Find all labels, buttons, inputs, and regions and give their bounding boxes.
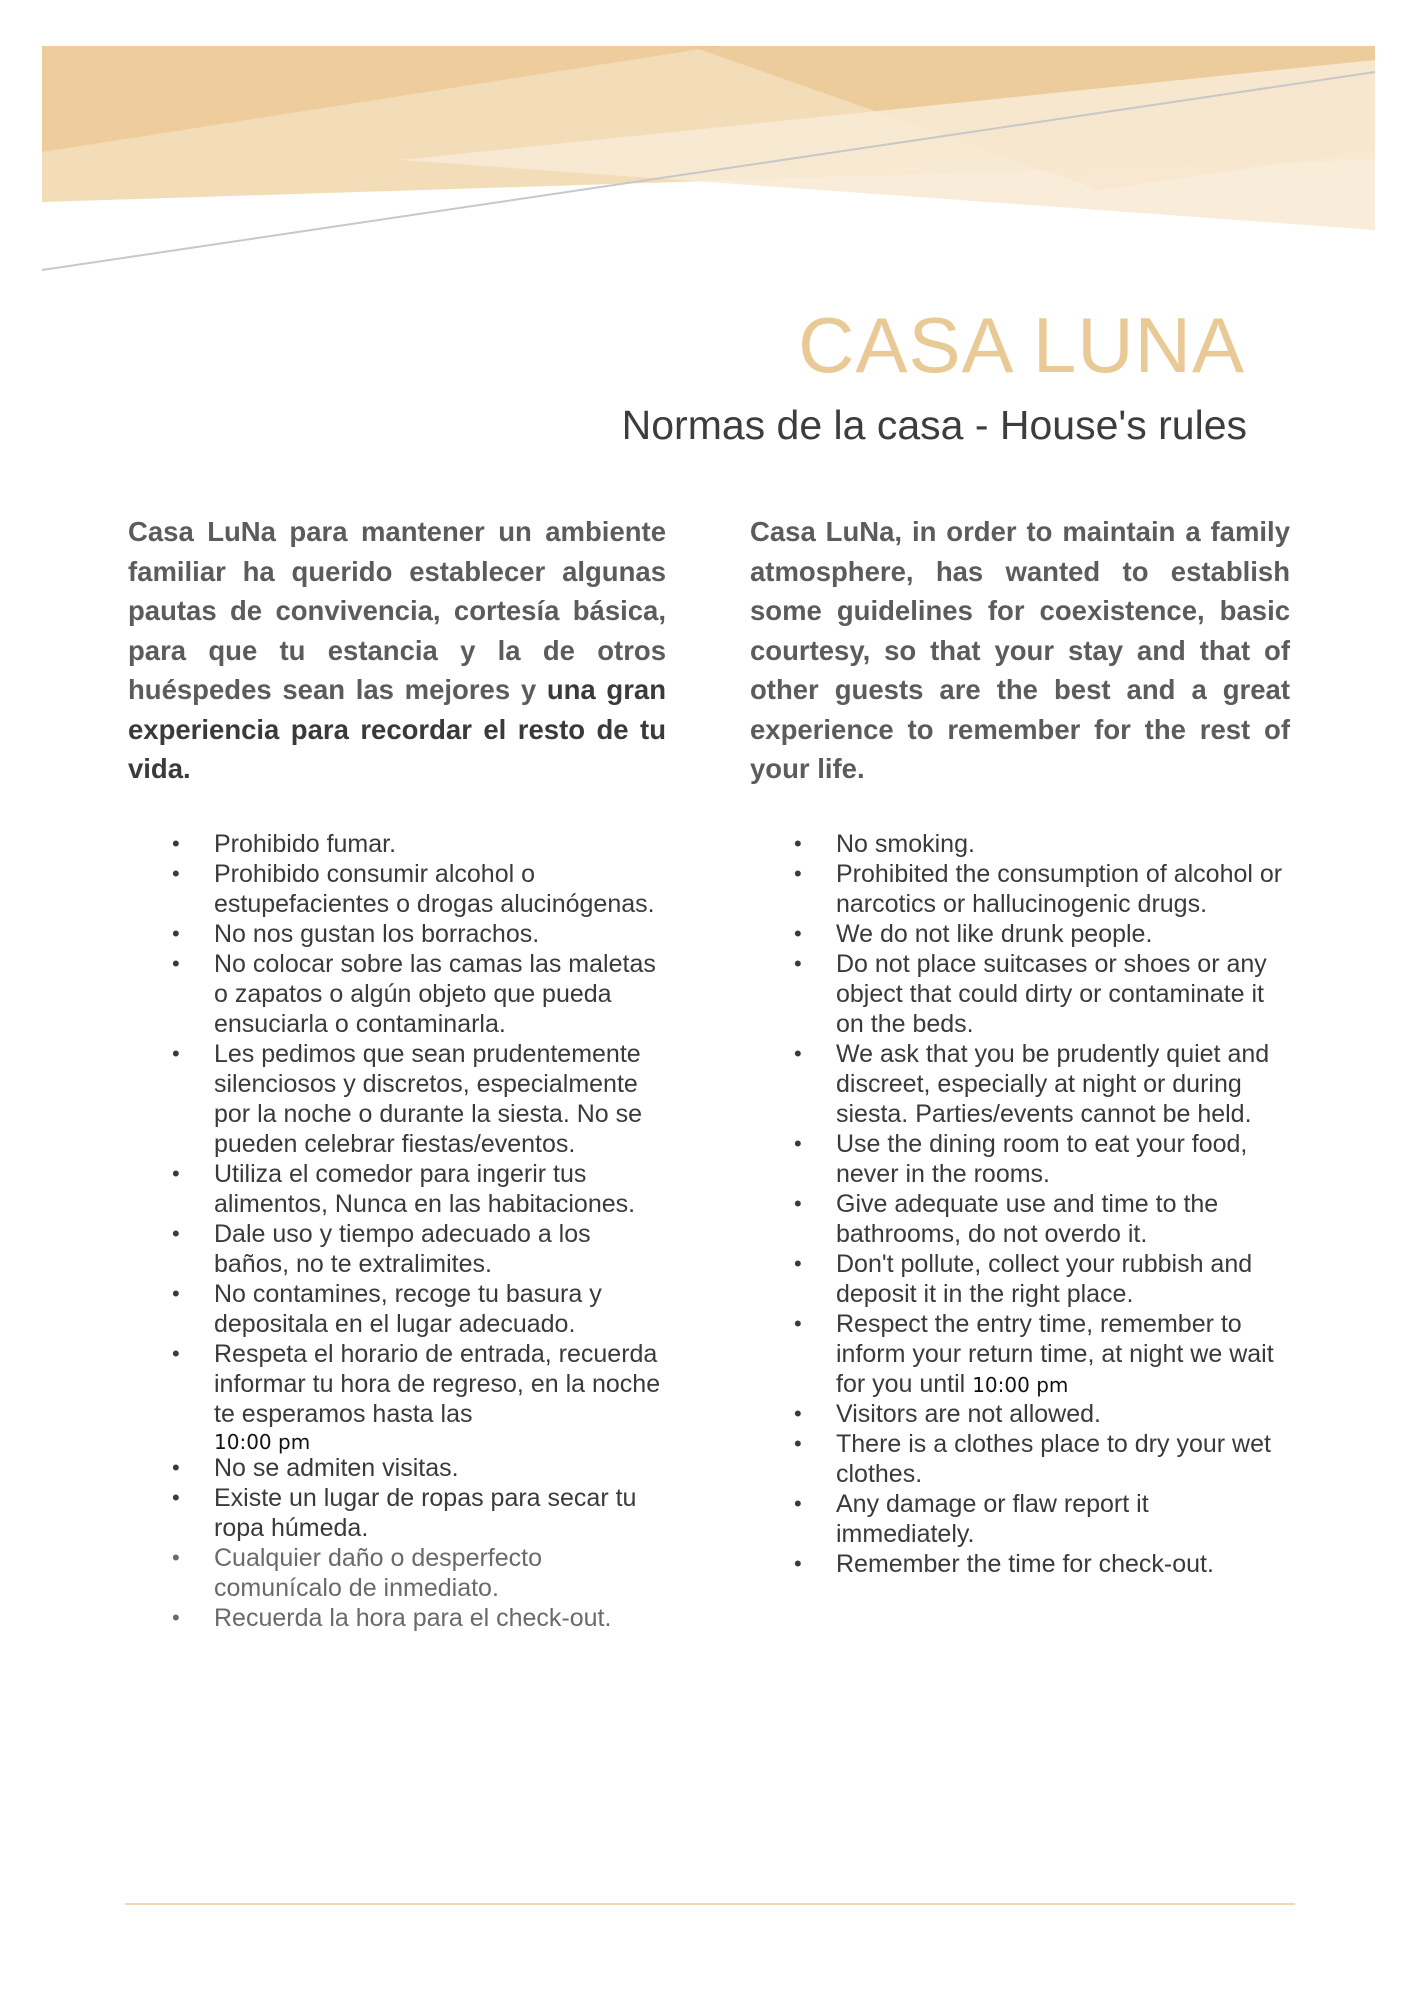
english-intro: Casa LuNa, in order to maintain a family atmosphere, has wanted to establish some guidelines for coexistence, basic courtesy, so that your stay and that of other guests are the best and a great experience to remember for the rest of your life.: [750, 516, 1290, 784]
list-item: • No smoking.: [750, 829, 1290, 859]
english-rules-list: [750, 829, 1290, 1579]
spanish-column: [128, 512, 666, 1633]
english-column: [750, 512, 1290, 1579]
list-item: • Prohibido fumar.: [128, 829, 666, 859]
list-item: • Recuerda la hora para el check-out.: [128, 1603, 666, 1633]
list-item: • Cualquier daño o desperfecto comunícalo de inmediato.: [128, 1543, 666, 1603]
english-return-time: 10:00 pm: [972, 1372, 1069, 1397]
page-subtitle: Normas de la casa - House's rules: [621, 402, 1247, 448]
list-item: • Utiliza el comedor para ingerir tus alimentos, Nunca en las habitaciones.: [128, 1159, 666, 1219]
list-item: • Remember the time for check-out.: [750, 1549, 1290, 1579]
spanish-intro-part1: Casa LuNa para mantener un ambiente familiar ha querido establecer algunas pautas de convivencia, cortesía básica, para que tu estancia y la de otros huéspedes sean las mejores y: [128, 516, 666, 705]
spanish-entry-time-text: Respeta el horario de entrada, recuerda informar tu hora de regreso, en la noche te esperamos hasta las: [214, 1339, 661, 1428]
list-item: • Prohibited the consumption of alcohol or narcotics or hallucinogenic drugs.: [750, 859, 1290, 919]
footer-divider: [125, 1903, 1295, 1905]
list-item: • Any damage or flaw report it immediately.: [750, 1489, 1290, 1549]
list-item: • Existe un lugar de ropas para secar tu ropa húmeda.: [128, 1483, 666, 1543]
list-item: • Give adequate use and time to the bathrooms, do not overdo it.: [750, 1189, 1290, 1249]
english-entry-time-text: Respect the entry time, remember to inform your return time, at night we wait for you until: [836, 1309, 1274, 1398]
list-item: • Use the dining room to eat your food, never in the rooms.: [750, 1129, 1290, 1189]
spanish-intro-part2: una gran experiencia para recordar el resto de tu vida.: [128, 674, 667, 784]
list-item: • No contamines, recoge tu basura y depositala en el lugar adecuado.: [128, 1279, 666, 1339]
list-item: • Visitors are not allowed.: [750, 1399, 1290, 1429]
list-item: • Prohibido consumir alcohol o estupefacientes o drogas alucinógenas.: [128, 859, 666, 919]
list-item: • We ask that you be prudently quiet and discreet, especially at night or during siesta. Parties/events cannot be held.: [750, 1039, 1290, 1129]
list-item: [128, 1339, 666, 1453]
list-item: • No nos gustan los borrachos.: [128, 919, 666, 949]
list-item: • No colocar sobre las camas las maletas o zapatos o algún objeto que pueda ensuciarla o contaminarla.: [128, 949, 666, 1039]
list-item: • We do not like drunk people.: [750, 919, 1290, 949]
list-item: • Do not place suitcases or shoes or any object that could dirty or contaminate it on the beds.: [750, 949, 1290, 1039]
list-item: [750, 1309, 1290, 1399]
list-item: • Dale uso y tiempo adecuado a los baños, no te extralimites.: [128, 1219, 666, 1279]
spanish-intro: [128, 512, 666, 789]
list-item: • No se admiten visitas.: [128, 1453, 666, 1483]
page-title: CASA LUNA: [798, 301, 1245, 389]
list-item: • Les pedimos que sean prudentemente silenciosos y discretos, especialmente por la noche o durante la siesta. No se pueden celebrar fiestas/eventos.: [128, 1039, 666, 1159]
list-item: • Don't pollute, collect your rubbish and deposit it in the right place.: [750, 1249, 1290, 1309]
spanish-return-time: 10:00 pm: [214, 1429, 311, 1454]
list-item: • There is a clothes place to dry your wet clothes.: [750, 1429, 1290, 1489]
decorative-banner: [0, 0, 1415, 300]
spanish-rules-list: [128, 829, 666, 1633]
